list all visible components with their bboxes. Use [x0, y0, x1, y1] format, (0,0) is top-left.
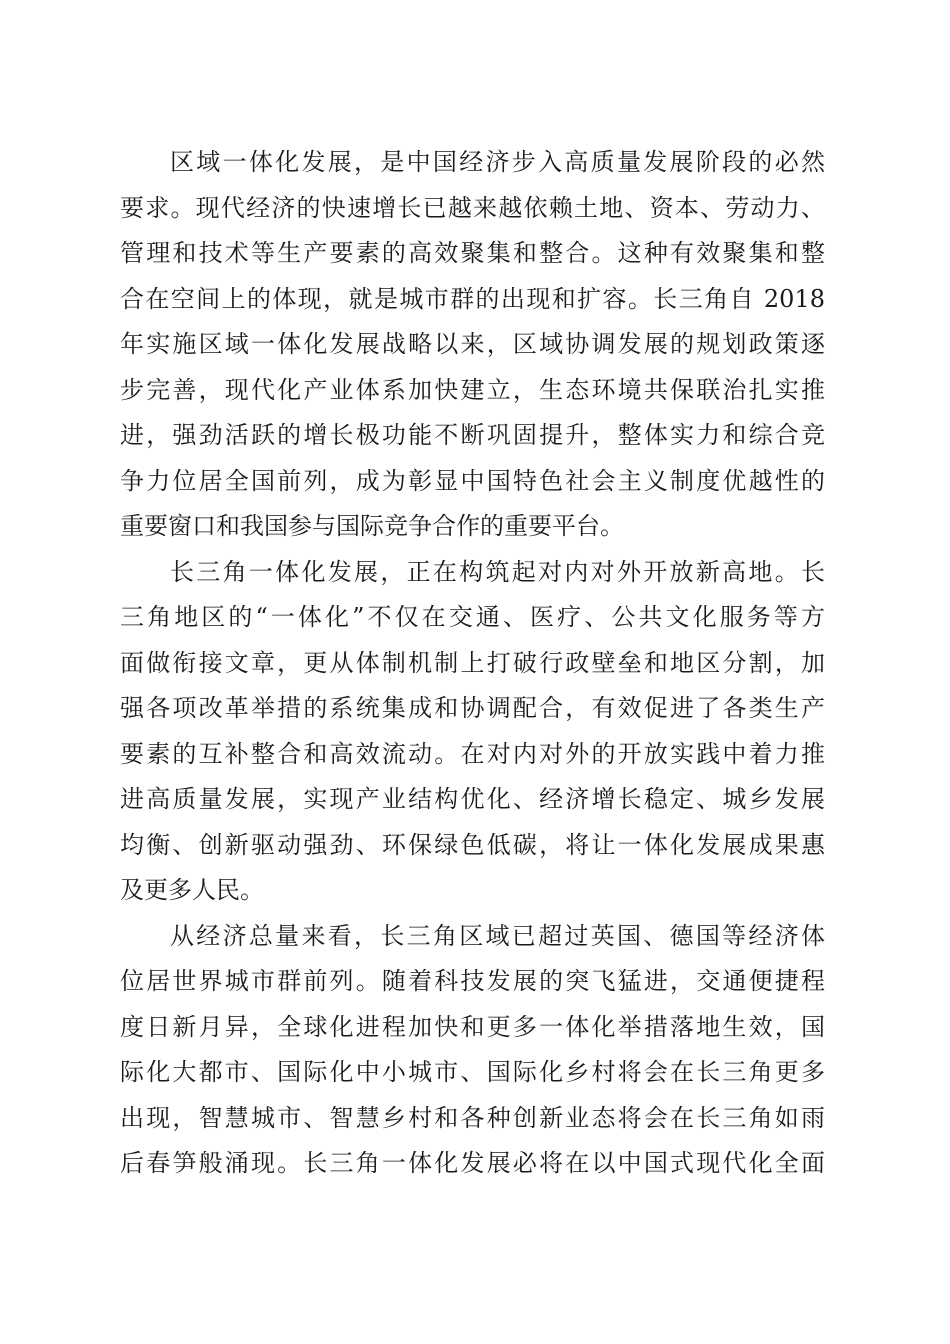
document-body	[120, 140, 825, 1187]
text-line: 出现，智慧城市、智慧乡村和各种创新业态将会在长三角如雨	[120, 1103, 825, 1132]
text-line: 际化大都市、国际化中小城市、国际化乡村将会在长三角更多	[120, 1058, 825, 1086]
text-line: 合在空间上的体现，就是城市群的出现和扩容。长三角自 2018	[120, 284, 825, 313]
text-line: 重要窗口和我国参与国际竞争合作的重要平台。	[120, 512, 624, 540]
text-line: 要求。现代经济的快速增长已越来越依赖土地、资本、劳动力、	[120, 193, 825, 222]
paragraph-2	[120, 550, 825, 914]
text-line: 进高质量发展，实现产业结构优化、经济增长稳定、城乡发展	[120, 785, 825, 813]
paragraph-1	[120, 140, 825, 550]
text-line: 进，强劲活跃的增长极功能不断巩固提升，整体实力和综合竞	[120, 421, 825, 449]
text-line: 长三角一体化发展，正在构筑起对内对外开放新高地。长	[170, 557, 825, 586]
text-line: 区域一体化发展，是中国经济步入高质量发展阶段的必然	[170, 148, 825, 176]
text-line: 从经济总量来看，长三角区域已超过英国、德国等经济体	[170, 921, 825, 950]
text-line: 年实施区域一体化发展战略以来，区域协调发展的规划政策逐	[120, 330, 825, 358]
text-line: 步完善，现代化产业体系加快建立，生态环境共保联治扎实推	[120, 375, 825, 404]
paragraph-3	[120, 914, 825, 1187]
text-line: 管理和技术等生产要素的高效聚集和整合。这种有效聚集和整	[120, 239, 825, 267]
text-line: 及更多人民。	[120, 876, 264, 904]
text-line: 位居世界城市群前列。随着科技发展的突飞猛进，交通便捷程	[120, 967, 825, 995]
text-line: 强各项改革举措的系统集成和协调配合，有效促进了各类生产	[120, 694, 825, 722]
text-line: 争力位居全国前列，成为彰显中国特色社会主义制度优越性的	[120, 466, 825, 495]
text-line: 度日新月异，全球化进程加快和更多一体化举措落地生效，国	[120, 1012, 825, 1041]
text-line: 均衡、创新驱动强劲、环保绿色低碳，将让一体化发展成果惠	[120, 830, 825, 859]
text-line: 面做衔接文章，更从体制机制上打破行政壁垒和地区分割，加	[120, 648, 825, 677]
text-line: 后春笋般涌现。长三角一体化发展必将在以中国式现代化全面	[120, 1149, 825, 1177]
text-line: 要素的互补整合和高效流动。在对内对外的开放实践中着力推	[120, 739, 825, 768]
text-line: 三角地区的“一体化”不仅在交通、医疗、公共文化服务等方	[120, 603, 825, 631]
